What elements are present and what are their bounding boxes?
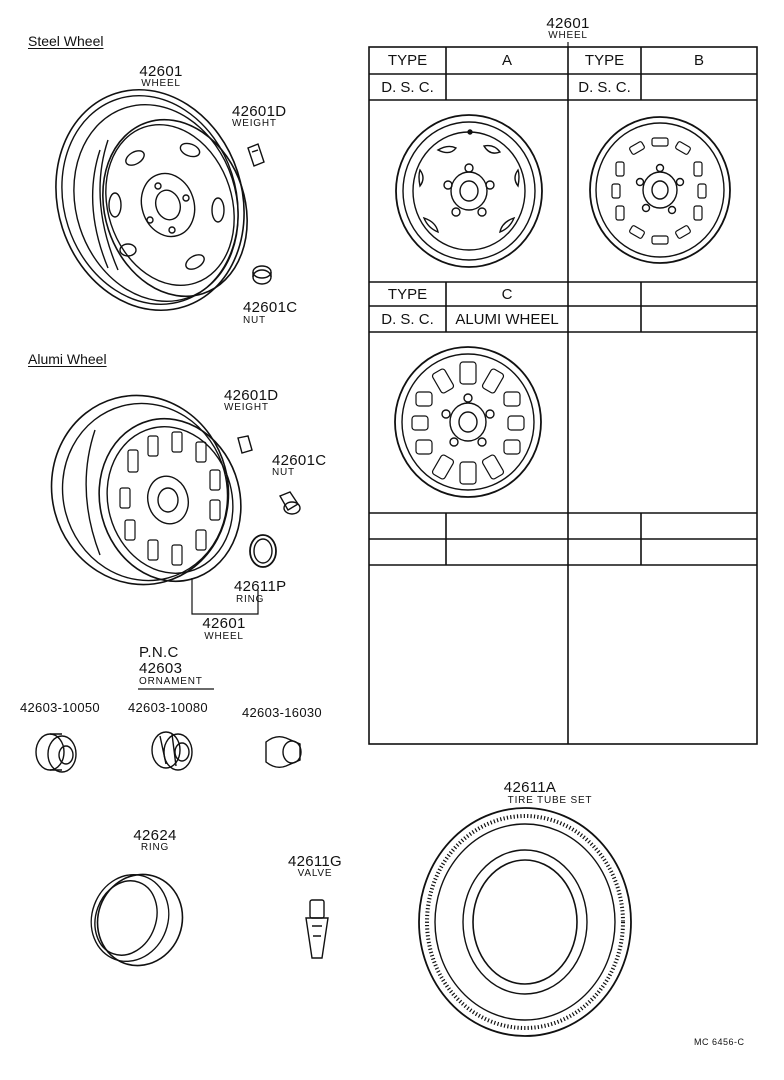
type-table-grid — [369, 42, 757, 744]
alumi-wheel-section-title: Alumi Wheel — [28, 351, 107, 367]
dsc-label-c: D. S. C. — [381, 310, 434, 328]
alumi-nut-part-number: 42601C — [272, 452, 327, 469]
alumi-weight-part-number: 42601D — [224, 387, 279, 404]
alumi-nut-illustration — [280, 492, 300, 514]
alumi-ring-illustration — [250, 535, 276, 567]
tire-part-name: TIRE TUBE SET — [507, 795, 593, 806]
table-header-part-number: 42601 — [546, 15, 590, 32]
type-b-value: B — [693, 52, 704, 69]
tire-illustration — [419, 808, 631, 1036]
dsc-label-a: D. S. C. — [381, 78, 434, 96]
dsc-label-b: D. S. C. — [578, 78, 631, 96]
footer-drawing-code: MC 6456-C — [694, 1037, 745, 1047]
table-wheel-a-illustration — [396, 115, 542, 267]
steel-nut-part-number: 42601C — [243, 299, 298, 316]
ring-part-number: 42624 — [133, 827, 177, 844]
ornament-variant-1: 42603-10050 — [20, 700, 100, 715]
steel-weight-illustration — [248, 144, 264, 166]
alumi-ring-part-name: RING — [236, 594, 265, 605]
valve-part-name: VALVE — [297, 868, 333, 879]
type-label-a: TYPE — [387, 52, 428, 69]
alumi-wheel-part-number: 42601 — [202, 615, 246, 632]
table-wheel-c-illustration — [395, 347, 541, 497]
ornament-part-name: ORNAMENT — [139, 676, 203, 687]
alumi-weight-illustration — [238, 436, 252, 453]
ornament-variant-3: 42603-16030 — [242, 705, 322, 720]
ring-42624-illustration — [79, 862, 195, 977]
alumi-ring-part-number: 42611P — [234, 578, 287, 595]
steel-weight-part-number: 42601D — [232, 103, 287, 120]
alumi-nut-part-name: NUT — [272, 467, 295, 478]
steel-nut-illustration — [253, 266, 271, 284]
ornament-pnc-label: P.N.C — [139, 644, 179, 661]
table-header-part-name: WHEEL — [548, 30, 588, 41]
steel-wheel-part-name: WHEEL — [141, 78, 181, 89]
steel-wheel-section-title: Steel Wheel — [28, 33, 104, 49]
valve-illustration — [306, 900, 328, 958]
steel-wheel-part-number: 42601 — [139, 63, 183, 80]
type-c-value: C — [501, 285, 513, 303]
valve-part-number: 42611G — [287, 853, 343, 870]
ring-part-name: RING — [140, 842, 170, 853]
dsc-c-value: ALUMI WHEEL — [455, 310, 559, 328]
steel-weight-part-name: WEIGHT — [232, 118, 277, 129]
table-wheel-b-illustration — [590, 117, 730, 263]
ornament-variant-2: 42603-10080 — [128, 700, 208, 715]
type-label-c: TYPE — [387, 285, 428, 303]
steel-nut-part-name: NUT — [243, 315, 266, 326]
tire-part-number: 42611A — [503, 779, 557, 796]
type-label-b: TYPE — [584, 52, 625, 69]
ornament-part-number: 42603 — [139, 660, 183, 677]
alumi-weight-part-name: WEIGHT — [224, 402, 269, 413]
type-a-value: A — [501, 52, 512, 69]
alumi-wheel-part-name: WHEEL — [204, 631, 244, 642]
